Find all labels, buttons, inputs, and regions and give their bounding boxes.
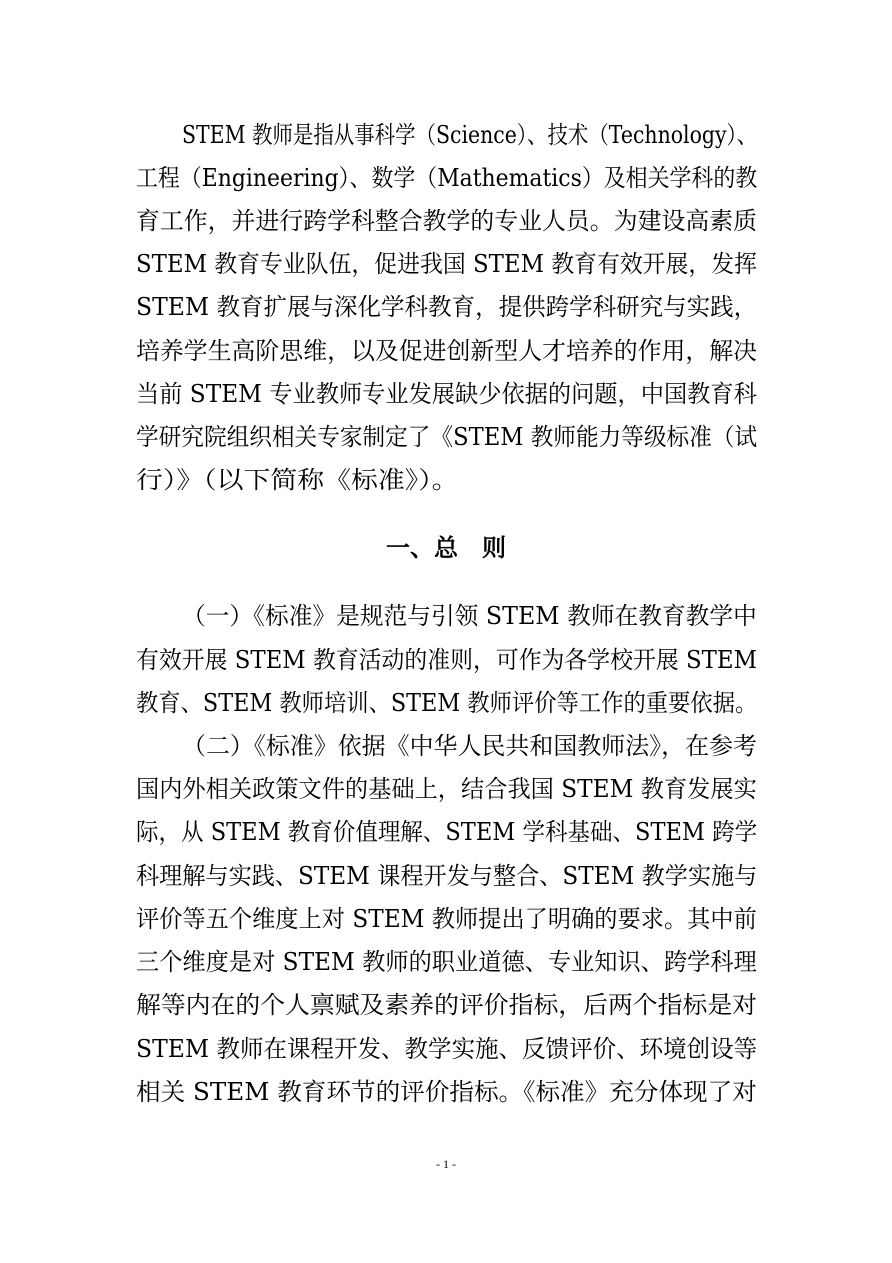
intro-line-2: 工程（Engineering）、数学（Mathematics）及相关学科的教	[136, 164, 758, 192]
clause2-line-9: 相关 STEM 教育环节的评价指标。《标准》充分体现了对	[136, 1078, 757, 1106]
clause2-line-7: 解等内在的个人禀赋及素养的评价指标，后两个指标是对	[136, 991, 757, 1019]
intro-line-6: 培养学生高阶思维，以及促进创新型人才培养的作用，解决	[136, 337, 757, 365]
intro-line-7: 当前 STEM 专业教师专业发展缺少依据的问题，中国教育科	[136, 380, 757, 408]
clause2-line-1: （二）《标准》依据《中华人民共和国教师法》，在参考	[182, 732, 757, 760]
clause1-line-1: （一）《标准》是规范与引领 STEM 教师在教育教学中	[182, 602, 757, 630]
intro-line-8: 学研究院组织相关专家制定了《STEM 教师能力等级标准（试	[136, 423, 758, 451]
intro-line-3: 育工作，并进行跨学科整合教学的专业人员。为建设高素质	[136, 207, 757, 235]
clause1-line-2: 有效开展 STEM 教育活动的准则，可作为各学校开展 STEM	[136, 646, 757, 674]
page-number: - 1 -	[436, 1157, 456, 1171]
intro-line-5: STEM 教育扩展与深化学科教育，提供跨学科研究与实践，	[136, 293, 758, 321]
clause2-line-3: 际，从 STEM 教育价值理解、STEM 学科基础、STEM 跨学	[136, 818, 758, 846]
clause2-line-4: 科理解与实践、STEM 课程开发与整合、STEM 教学实施与	[136, 862, 758, 890]
clause1-line-3: 教育、STEM 教师培训、STEM 教师评价等工作的重要依据。	[136, 689, 758, 717]
intro-line-9: 行）》（以下简称《标准》）。	[136, 466, 459, 494]
clause2-line-2: 国内外相关政策文件的基础上，结合我国 STEM 教育发展实	[136, 775, 757, 803]
clause2-line-6: 三个维度是对 STEM 教师的职业道德、专业知识、跨学科理	[136, 948, 757, 976]
intro-line-4: STEM 教育专业队伍，促进我国 STEM 教育有效开展，发挥	[136, 250, 757, 278]
intro-line-1: STEM 教师是指从事科学（Science）、技术（Technology）、	[182, 121, 758, 149]
clause2-line-5: 评价等五个维度上对 STEM 教师提出了明确的要求。其中前	[136, 905, 757, 933]
clause2-line-8: STEM 教师在课程开发、教学实施、反馈评价、环境创设等	[136, 1035, 758, 1063]
section-heading: 一、总 则	[386, 534, 506, 562]
